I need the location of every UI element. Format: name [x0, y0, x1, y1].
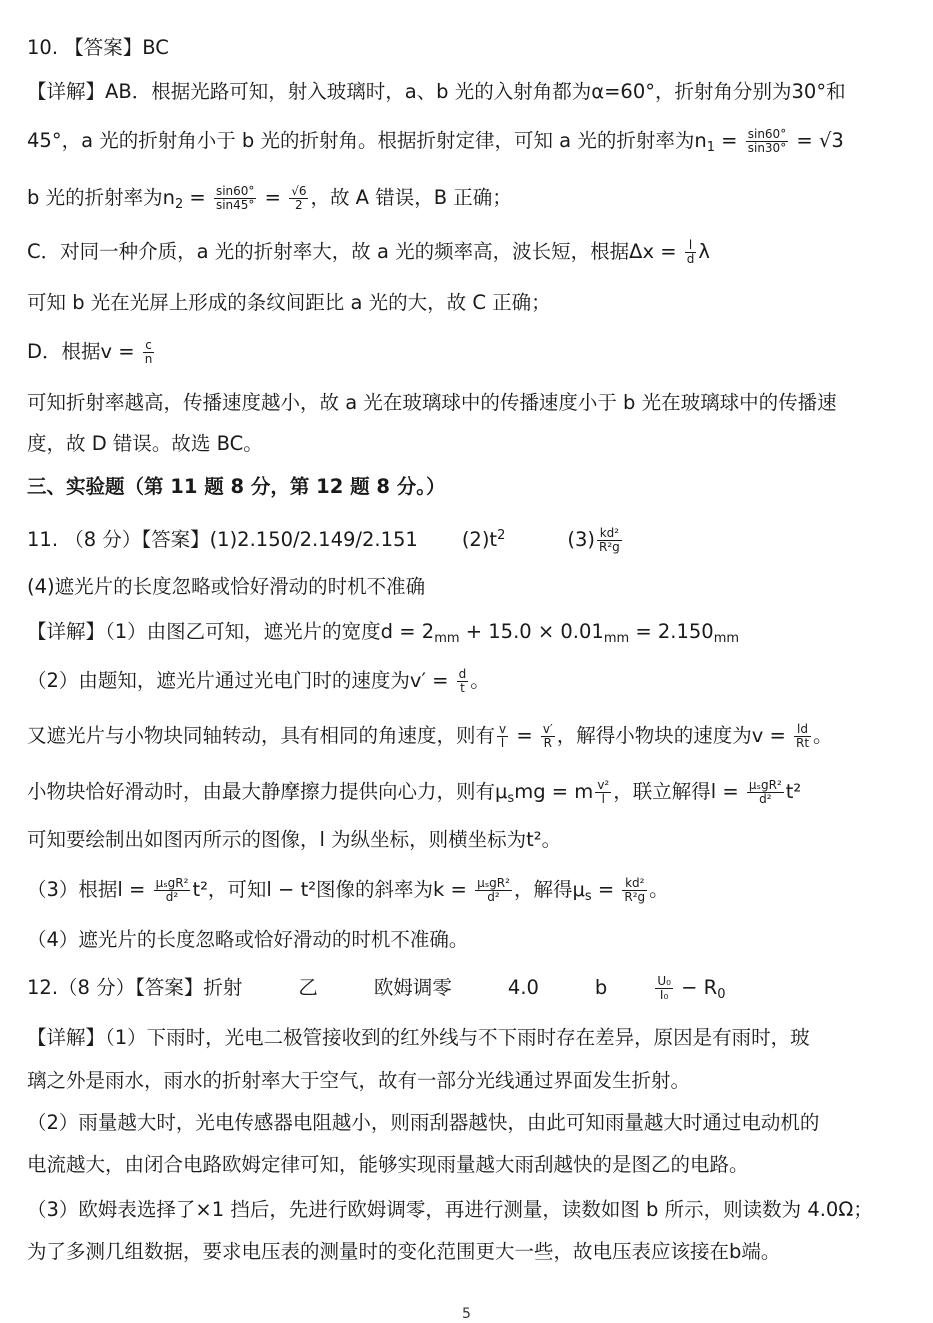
q10-detail-line-1: 【详解】AB．根据光路可知，射入玻璃时，a、b 光的入射角都为α=60°，折射角分别为30°和	[27, 80, 846, 103]
q11-detail-line-5: 可知要绘制出如图丙所示的图像，l 为纵坐标，则横坐标为t²。	[27, 828, 562, 851]
fraction-musgR2-d2-b: $\frac{\text{μₛgR²}}{\text{d²}}$	[477, 876, 510, 904]
q10-answer-heading: 10. 【答案】BC	[27, 36, 169, 59]
q12-detail-line-1: 【详解】（1）下雨时，光电二极管接收到的红外线与不下雨时存在差异，原因是有雨时，玻	[27, 1026, 810, 1049]
fraction-v-l: $\frac{v}{l}$	[499, 722, 507, 750]
q10-detail-line-7: 可知折射率越高，传播速度越小，故 a 光在玻璃球中的传播速度小于 b 光在玻璃球中的传播速	[27, 391, 837, 414]
q12-detail-line-2: 璃之外是雨水，雨水的折射率大于空气，故有一部分光线通过界面发生折射。	[27, 1069, 691, 1092]
q11-detail-line-4: 小物块恰好滑动时，由最大静摩擦力提供向心力，则有$\mu_smg = m$ $\frac{\text{v²}}{l}$ ，联立解得l = $\frac{\text{μₛgR²}}{\text{d²}}$ t²	[27, 778, 802, 806]
q11-detail-line-7: （4）遮光片的长度忽略或恰好滑动的时机不准确。	[27, 928, 469, 951]
q10-detail-line-2: 45°，a 光的折射角小于 b 光的折射角。根据折射定律，可知 a 光的折射率为$n_1$ = $\frac{\sin 60^\circ}{\sin 30^\circ}$ = √3	[27, 127, 844, 155]
q11-answer-4: (4)遮光片的长度忽略或恰好滑动的时机不准确	[27, 575, 426, 598]
q12-detail-line-5: （3）欧姆表选择了×1 挡后，先进行欧姆调零，再进行测量，读数如图 b 所示，则读数为 4.0Ω；	[27, 1198, 873, 1221]
q12-detail-line-4: 电流越大，由闭合电路欧姆定律可知，能够实现雨量越大雨刮越快的是图乙的电路。	[27, 1153, 749, 1176]
q10-detail-line-8: 度，故 D 错误。故选 BC。	[27, 432, 263, 455]
fraction-musgR2-d2-a: $\frac{\text{μₛgR²}}{\text{d²}}$	[155, 876, 189, 904]
q12-detail-line-6: 为了多测几组数据，要求电压表的测量时的变化范围更大一些，故电压表应该接在b端。	[27, 1240, 781, 1263]
fraction-U0-I0: $\frac{\text{U₀}}{\text{I₀}}$	[657, 974, 671, 1002]
q11-detail-line-1: 【详解】（1）由图乙可知，遮光片的宽度$d = 2_{mm} + 15.0 \times 0.01_{mm} = 2.150_{mm}$	[27, 620, 740, 646]
fraction-l-d: $\frac{l}{d}$	[686, 238, 695, 266]
fraction-kd2-R2g: $\frac{\text{kd²}}{\text{R²g}}$	[599, 526, 620, 554]
q11-detail-line-2: （2）由题知，遮光片通过光电门时的速度为v′ = $\frac{d}{t}$ 。	[27, 667, 490, 695]
q10-detail-line-6: D．根据v = $\frac{c}{n}$	[27, 338, 153, 366]
fraction-vprime-R: $\frac{v'}{R}$	[542, 722, 553, 750]
fraction-ld-Rt: $\frac{ld}{Rt}$	[795, 722, 810, 750]
q12-answer-heading: 12.（8 分）【答案】折射 乙 欧姆调零 4.0 b $\frac{\text{U₀}}{\text{I₀}}$ − $R_0$	[27, 974, 726, 1002]
page-number: 5	[462, 1306, 471, 1322]
fraction-c-n: $\frac{c}{n}$	[144, 338, 153, 366]
q10-detail-line-4: C．对同一种介质，a 光的折射率大，故 a 光的频率高，波长短，根据Δx = $\frac{l}{d}$ λ	[27, 238, 710, 266]
fraction-d-t: $\frac{d}{t}$	[458, 667, 467, 695]
fraction-sin60-sin30: $\frac{\sin 60^\circ}{\sin 30^\circ}$	[747, 127, 787, 155]
section-heading-experiments: 三、实验题（第 11 题 8 分，第 12 题 8 分。）	[27, 475, 446, 498]
q11-detail-line-3: 又遮光片与小物块同轴转动，具有相同的角速度，则有 $\frac{v}{l}$ = $\frac{v'}{R}$ ，解得小物块的速度为v = $\frac{ld}{Rt}$ 。	[27, 722, 833, 750]
fraction-kd2-R2g-b: $\frac{\text{kd²}}{\text{R²g}}$	[624, 876, 646, 904]
q12-detail-line-3: （2）雨量越大时，光电传感器电阻越小，则雨刮器越快，由此可知雨量越大时通过电动机的	[27, 1111, 820, 1134]
q11-detail-line-6: （3）根据l = $\frac{\text{μₛgR²}}{\text{d²}}$ t²，可知l − t²图像的斜率为k = $\frac{\text{μₛgR²}}{\text{d²}}$ ，解得$\mu_s$ = $\frac{\text{kd²}}{\text{R²g}}$ 。	[27, 876, 669, 904]
q10-detail-line-5: 可知 b 光在光屏上形成的条纹间距比 a 光的大，故 C 正确；	[27, 291, 551, 314]
fraction-v2-l: $\frac{\text{v²}}{l}$	[597, 778, 610, 806]
q11-answer-heading: 11. （8 分）【答案】(1)2.150/2.149/2.151 $(2)t^2$ (3) $\frac{\text{kd²}}{\text{R²g}}$	[27, 526, 620, 554]
q10-detail-line-3: b 光的折射率为$n_2$ = $\frac{\sin 60^\circ}{\sin 45^\circ}$ = $\frac{√6}{2}$ ，故 A 错误，B 正确；	[27, 184, 512, 212]
fraction-musgR2-d2: $\frac{\text{μₛgR²}}{\text{d²}}$	[748, 778, 782, 806]
fraction-sin60-sin45: $\frac{\sin 60^\circ}{\sin 45^\circ}$	[215, 184, 255, 212]
fraction-root6-2: $\frac{√6}{2}$	[291, 184, 307, 212]
